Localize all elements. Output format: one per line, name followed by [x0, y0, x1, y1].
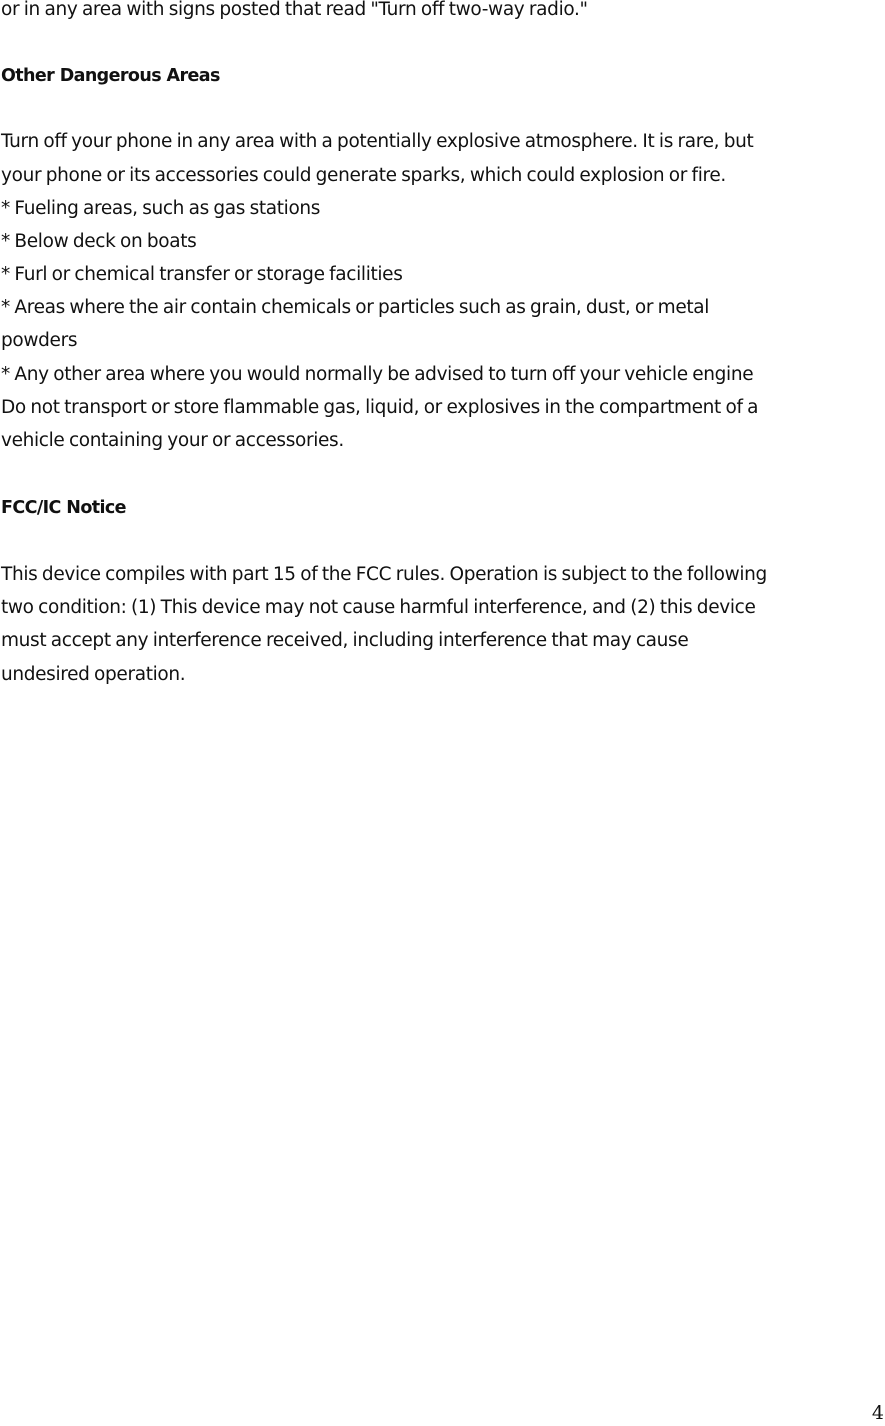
list-item: * Any other area where you would normally be advised to turn off your vehicle engine — [1, 364, 754, 385]
heading-fcc-ic-notice: FCC/IC Notice — [1, 498, 126, 518]
heading-other-dangerous-areas: Other Dangerous Areas — [1, 66, 220, 86]
paragraph-line: vehicle containing your or accessories. — [1, 430, 344, 451]
paragraph-line: undesired operation. — [1, 664, 186, 685]
paragraph-line: Turn off your phone in any area with a potentially explosive atmosphere. It is rare, but — [1, 131, 754, 152]
list-item: * Fueling areas, such as gas stations — [1, 198, 321, 219]
paragraph-line: Do not transport or store flammable gas, liquid, or explosives in the compartment of a — [1, 397, 759, 418]
list-item: * Furl or chemical transfer or storage facilities — [1, 264, 403, 285]
list-item: * Below deck on boats — [1, 231, 197, 252]
paragraph-line: This device compiles with part 15 of the FCC rules. Operation is subject to the following — [1, 564, 767, 585]
paragraph-line: two condition: (1) This device may not cause harmful interference, and (2) this device — [1, 597, 756, 618]
list-item-continuation: powders — [1, 330, 78, 351]
paragraph-line: must accept any interference received, including interference that may cause — [1, 630, 689, 651]
page-number: 4 — [871, 1402, 884, 1424]
list-item: * Areas where the air contain chemicals or particles such as grain, dust, or metal — [1, 297, 710, 318]
intro-line: or in any area with signs posted that read "Turn off two-way radio." — [1, 0, 588, 20]
paragraph-line: your phone or its accessories could generate sparks, which could explosion or fire. — [1, 165, 726, 186]
